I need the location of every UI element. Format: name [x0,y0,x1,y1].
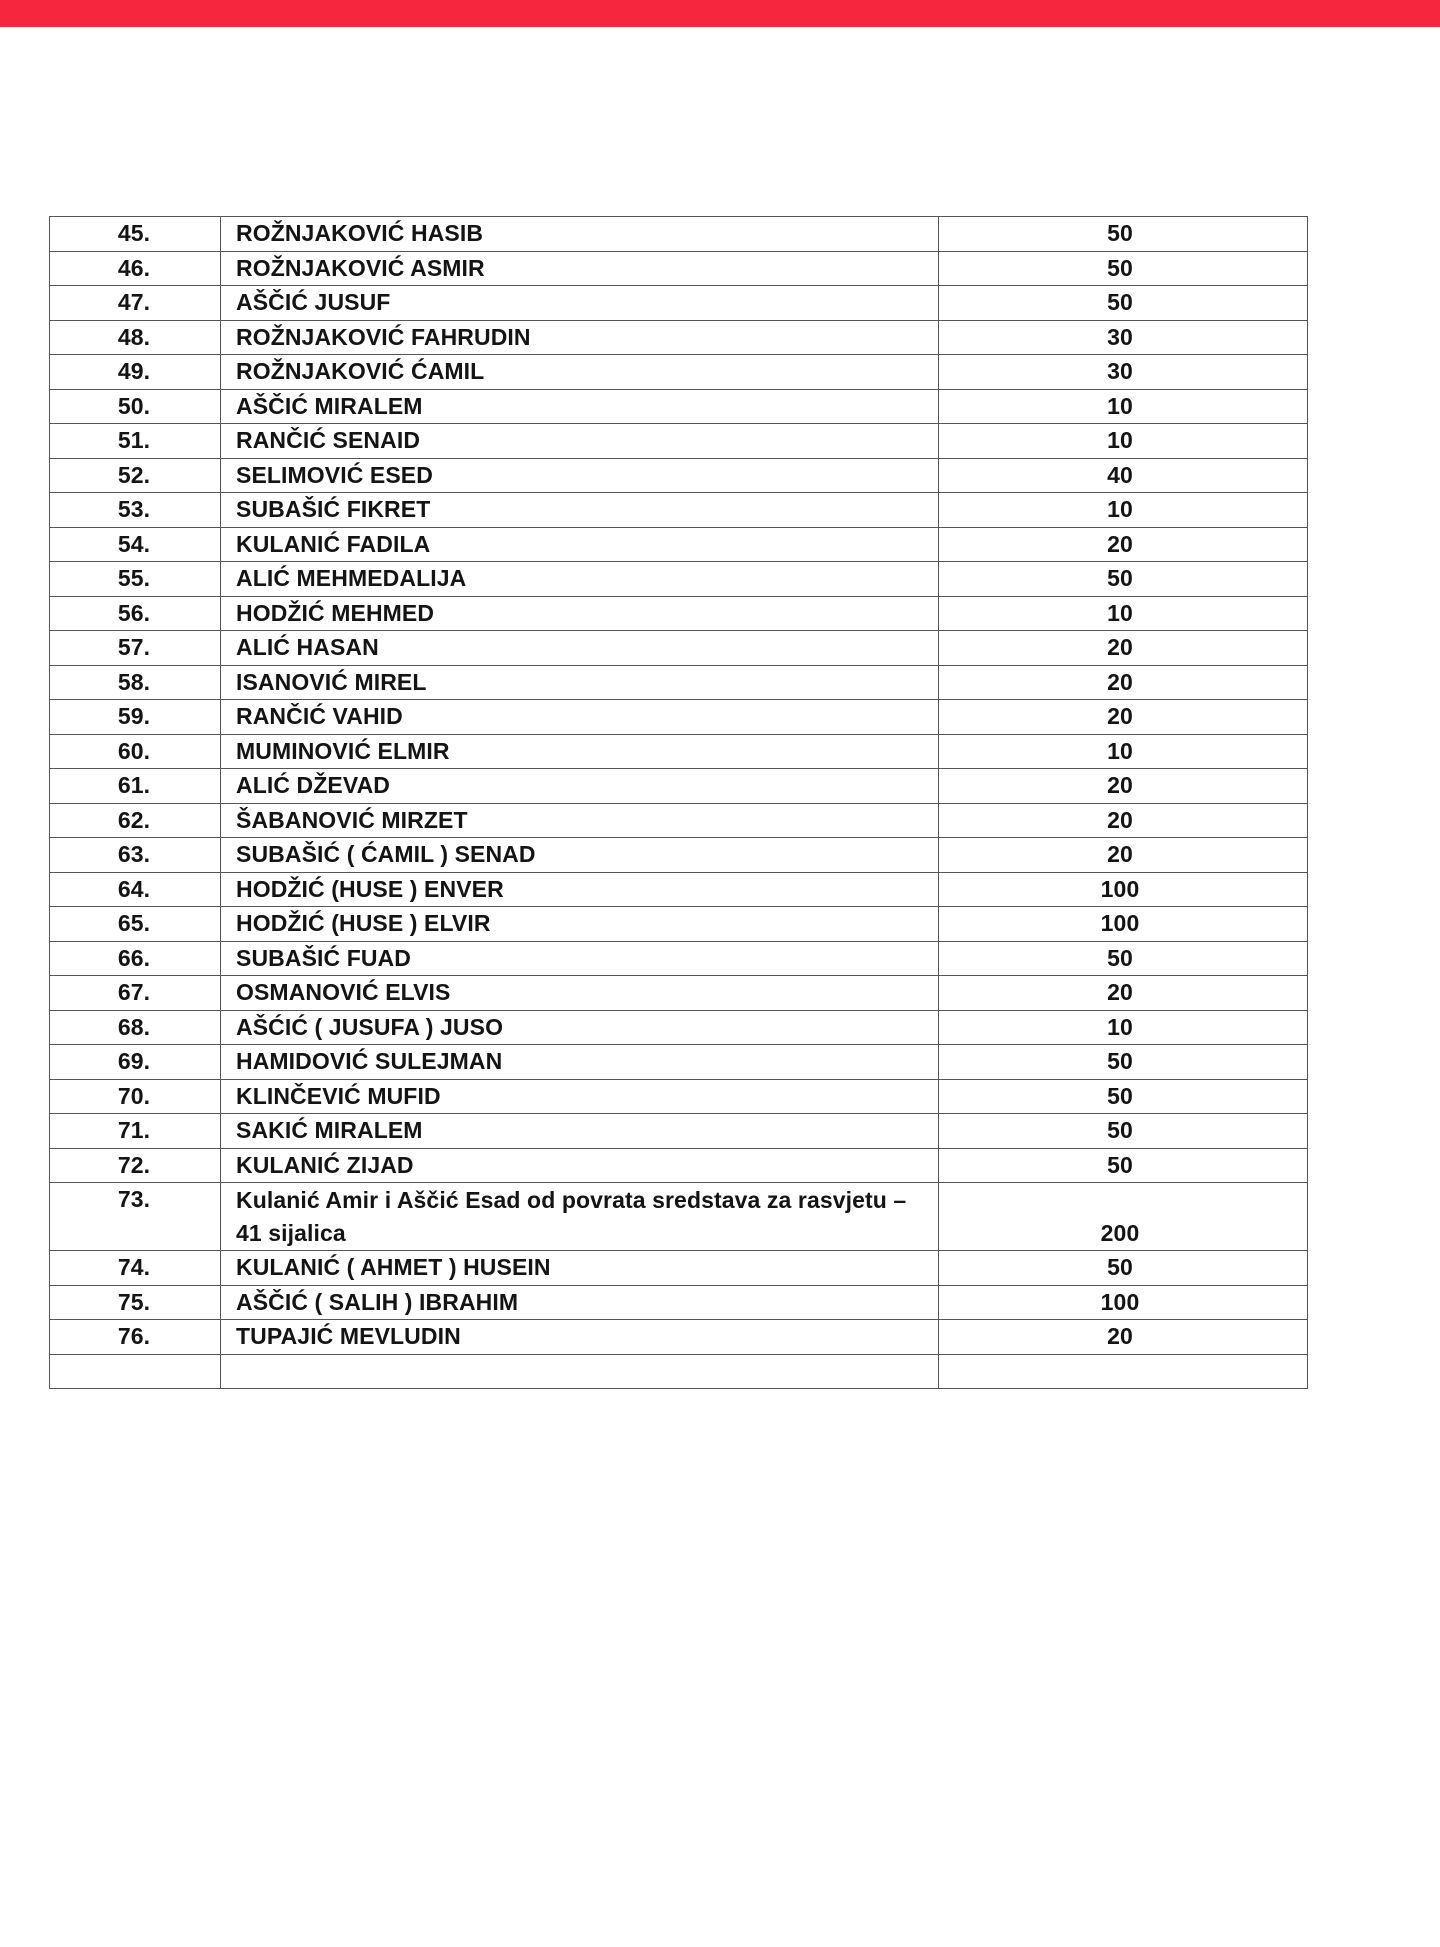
amount-cell [939,355,1308,390]
donation-amount: 10 [1107,427,1133,454]
row-number-cell [50,734,221,769]
amount-cell [939,1045,1308,1080]
table-body [50,217,1308,1389]
row-number: 63. [117,841,151,868]
donation-amount: 20 [1107,703,1133,730]
row-number-cell [50,907,221,942]
donation-amount: 200 [1100,1220,1140,1246]
amount-cell [939,803,1308,838]
table-row [50,1114,1308,1149]
row-number: 76. [117,1323,151,1350]
table-row [50,1251,1308,1286]
table-row [50,355,1308,390]
amount-cell [939,907,1308,942]
amount-cell [939,424,1308,459]
row-number-cell [50,424,221,459]
donation-amount: 20 [1107,530,1133,557]
donor-name: ALIĆ DŽEVAD [221,769,939,804]
row-number-cell [50,527,221,562]
amount-cell [939,665,1308,700]
row-number: 66. [117,944,151,971]
table-row [50,1183,1308,1251]
amount-cell [939,734,1308,769]
amount-cell [939,217,1308,252]
donor-name: ROŽNJAKOVIĆ ASMIR [221,251,939,286]
table-row [50,1010,1308,1045]
amount-cell [939,527,1308,562]
donor-name: AŠČIĆ ( SALIH ) IBRAHIM [221,1285,939,1320]
row-number-cell [50,700,221,735]
table-row [50,389,1308,424]
table-row [50,700,1308,735]
donation-amount: 10 [1107,496,1133,523]
amount-cell [939,389,1308,424]
amount-cell [939,1079,1308,1114]
row-number: 56. [117,599,151,626]
top-accent-bar [0,0,1440,27]
row-number: 72. [117,1151,151,1178]
donor-name [221,1354,939,1389]
amount-cell [939,1114,1308,1149]
donation-amount: 40 [1107,461,1133,488]
row-number-cell [50,941,221,976]
row-number-cell [50,251,221,286]
row-number: 61. [117,772,151,799]
row-number: 54. [117,530,151,557]
table-row [50,458,1308,493]
amount-cell [939,1183,1308,1251]
donor-name: KULANIĆ ZIJAD [221,1148,939,1183]
donation-amount: 20 [1107,1323,1133,1350]
donor-name: ISANOVIĆ MIREL [221,665,939,700]
row-number: 62. [117,806,151,833]
donor-name: ROŽNJAKOVIĆ ĆAMIL [221,355,939,390]
donor-name: TUPAJIĆ MEVLUDIN [221,1320,939,1355]
row-number: 55. [117,565,151,592]
table-row [50,596,1308,631]
table-row [50,1320,1308,1355]
row-number-cell [50,458,221,493]
row-number: 60. [117,737,151,764]
row-number-cell [50,320,221,355]
donor-name: SELIMOVIĆ ESED [221,458,939,493]
amount-cell [939,458,1308,493]
row-number: 48. [117,323,151,350]
amount-cell [939,286,1308,321]
donation-amount: 100 [1100,875,1140,902]
donor-name: HAMIDOVIĆ SULEJMAN [221,1045,939,1080]
amount-cell [939,596,1308,631]
row-number: 59. [117,703,151,730]
row-number: 50. [117,392,151,419]
donation-amount: 50 [1107,254,1133,281]
donation-amount: 50 [1107,944,1133,971]
row-number: 46. [117,254,151,281]
donation-amount: 10 [1107,599,1133,626]
donor-name: AŠČIĆ MIRALEM [221,389,939,424]
donation-amount: 100 [1100,910,1140,937]
row-number-cell [50,631,221,666]
row-number-cell [50,1079,221,1114]
donor-name: OSMANOVIĆ ELVIS [221,976,939,1011]
donor-name: HODŽIĆ (HUSE ) ELVIR [221,907,939,942]
donor-name: HODŽIĆ MEHMED [221,596,939,631]
donation-amount: 30 [1107,323,1133,350]
table-row [50,838,1308,873]
donation-amount: 20 [1107,772,1133,799]
donor-name: KULANIĆ FADILA [221,527,939,562]
row-number: 53. [117,496,151,523]
row-number: 75. [117,1288,151,1315]
donor-name: SUBAŠIĆ FUAD [221,941,939,976]
row-number-cell [50,872,221,907]
amount-cell [939,941,1308,976]
row-number-cell [50,286,221,321]
row-number-cell [50,1045,221,1080]
row-number-cell [50,1114,221,1149]
amount-cell [939,251,1308,286]
donor-name: ROŽNJAKOVIĆ FAHRUDIN [221,320,939,355]
donor-name: SUBAŠIĆ FIKRET [221,493,939,528]
row-number-cell [50,217,221,252]
donation-amount: 10 [1107,1013,1133,1040]
table-row [50,1354,1308,1389]
row-number: 67. [117,979,151,1006]
donor-name: AŠĆIĆ ( JUSUFA ) JUSO [221,1010,939,1045]
donation-amount: 20 [1107,841,1133,868]
donation-amount: 20 [1107,806,1133,833]
donation-amount: 100 [1100,1288,1140,1315]
amount-cell [939,700,1308,735]
table-row [50,493,1308,528]
table-row [50,734,1308,769]
row-number-cell [50,803,221,838]
amount-cell [939,320,1308,355]
donor-name: KLINČEVIĆ MUFID [221,1079,939,1114]
donor-name: MUMINOVIĆ ELMIR [221,734,939,769]
row-number-cell [50,769,221,804]
donation-amount: 50 [1107,1048,1133,1075]
donation-amount: 50 [1107,1151,1133,1178]
donor-name: SAKIĆ MIRALEM [221,1114,939,1149]
table-row [50,976,1308,1011]
amount-cell [939,1148,1308,1183]
donor-name: ŠABANOVIĆ MIRZET [221,803,939,838]
row-number: 68. [117,1013,151,1040]
row-number: 65. [117,910,151,937]
row-number-cell [50,562,221,597]
donor-name: ROŽNJAKOVIĆ HASIB [221,217,939,252]
row-number: 64. [117,875,151,902]
row-number: 73. [117,1186,151,1212]
row-number-cell [50,355,221,390]
amount-cell [939,872,1308,907]
table-row [50,872,1308,907]
table-row [50,1148,1308,1183]
table-row [50,1079,1308,1114]
row-number-cell [50,838,221,873]
table-row [50,424,1308,459]
donor-name: RANČIĆ VAHID [221,700,939,735]
amount-cell [939,562,1308,597]
donation-amount: 50 [1107,1254,1133,1281]
amount-cell [939,631,1308,666]
row-number: 70. [117,1082,151,1109]
row-number-cell [50,1285,221,1320]
row-number-cell [50,665,221,700]
row-number: 49. [117,358,151,385]
row-number: 51. [117,427,151,454]
donation-amount: 10 [1107,392,1133,419]
donation-amount: 50 [1107,1082,1133,1109]
table-row [50,286,1308,321]
row-number-cell [50,1320,221,1355]
donation-amount: 20 [1107,634,1133,661]
row-number: 57. [117,634,151,661]
row-number-cell [50,1148,221,1183]
amount-cell [939,1010,1308,1045]
row-number-cell [50,1354,221,1389]
row-number-cell [50,976,221,1011]
row-number-cell [50,1010,221,1045]
row-number: 45. [117,220,151,247]
donor-name: AŠČIĆ JUSUF [221,286,939,321]
donation-amount: 30 [1107,358,1133,385]
amount-cell [939,1320,1308,1355]
table-row [50,1045,1308,1080]
donations-table [49,216,1308,1389]
row-number: 58. [117,668,151,695]
amount-cell [939,1251,1308,1286]
amount-cell [939,1285,1308,1320]
donation-amount: 20 [1107,668,1133,695]
row-number: 52. [117,461,151,488]
row-number: 74. [117,1254,151,1281]
donor-name: RANČIĆ SENAID [221,424,939,459]
donation-amount: 50 [1107,289,1133,316]
row-number: 47. [117,289,151,316]
row-number-cell [50,1183,221,1251]
table-row [50,665,1308,700]
donor-name: Kulanić Amir i Aščić Esad od povrata sredstava za rasvjetu – 41 sijalica [221,1183,939,1251]
table-row [50,769,1308,804]
donor-name: HODŽIĆ (HUSE ) ENVER [221,872,939,907]
amount-cell [939,493,1308,528]
row-number-cell [50,493,221,528]
row-number-cell [50,1251,221,1286]
row-number: 69. [117,1048,151,1075]
donor-name: KULANIĆ ( AHMET ) HUSEIN [221,1251,939,1286]
donor-name: ALIĆ MEHMEDALIJA [221,562,939,597]
table-row [50,907,1308,942]
table-row [50,320,1308,355]
row-number-cell [50,596,221,631]
donor-name: ALIĆ HASAN [221,631,939,666]
donation-amount: 50 [1107,220,1133,247]
table-row [50,941,1308,976]
table-row [50,251,1308,286]
amount-cell [939,769,1308,804]
amount-cell [939,838,1308,873]
table-row [50,631,1308,666]
table-row [50,803,1308,838]
table-row [50,527,1308,562]
donation-amount: 50 [1107,565,1133,592]
donation-amount: 20 [1107,979,1133,1006]
donation-amount: 10 [1107,737,1133,764]
row-number: 71. [117,1117,151,1144]
donation-amount: 50 [1107,1117,1133,1144]
row-number-cell [50,389,221,424]
amount-cell [939,1354,1308,1389]
donor-name: SUBAŠIĆ ( ĆAMIL ) SENAD [221,838,939,873]
amount-cell [939,976,1308,1011]
table-row [50,562,1308,597]
table-row [50,217,1308,252]
table-row [50,1285,1308,1320]
